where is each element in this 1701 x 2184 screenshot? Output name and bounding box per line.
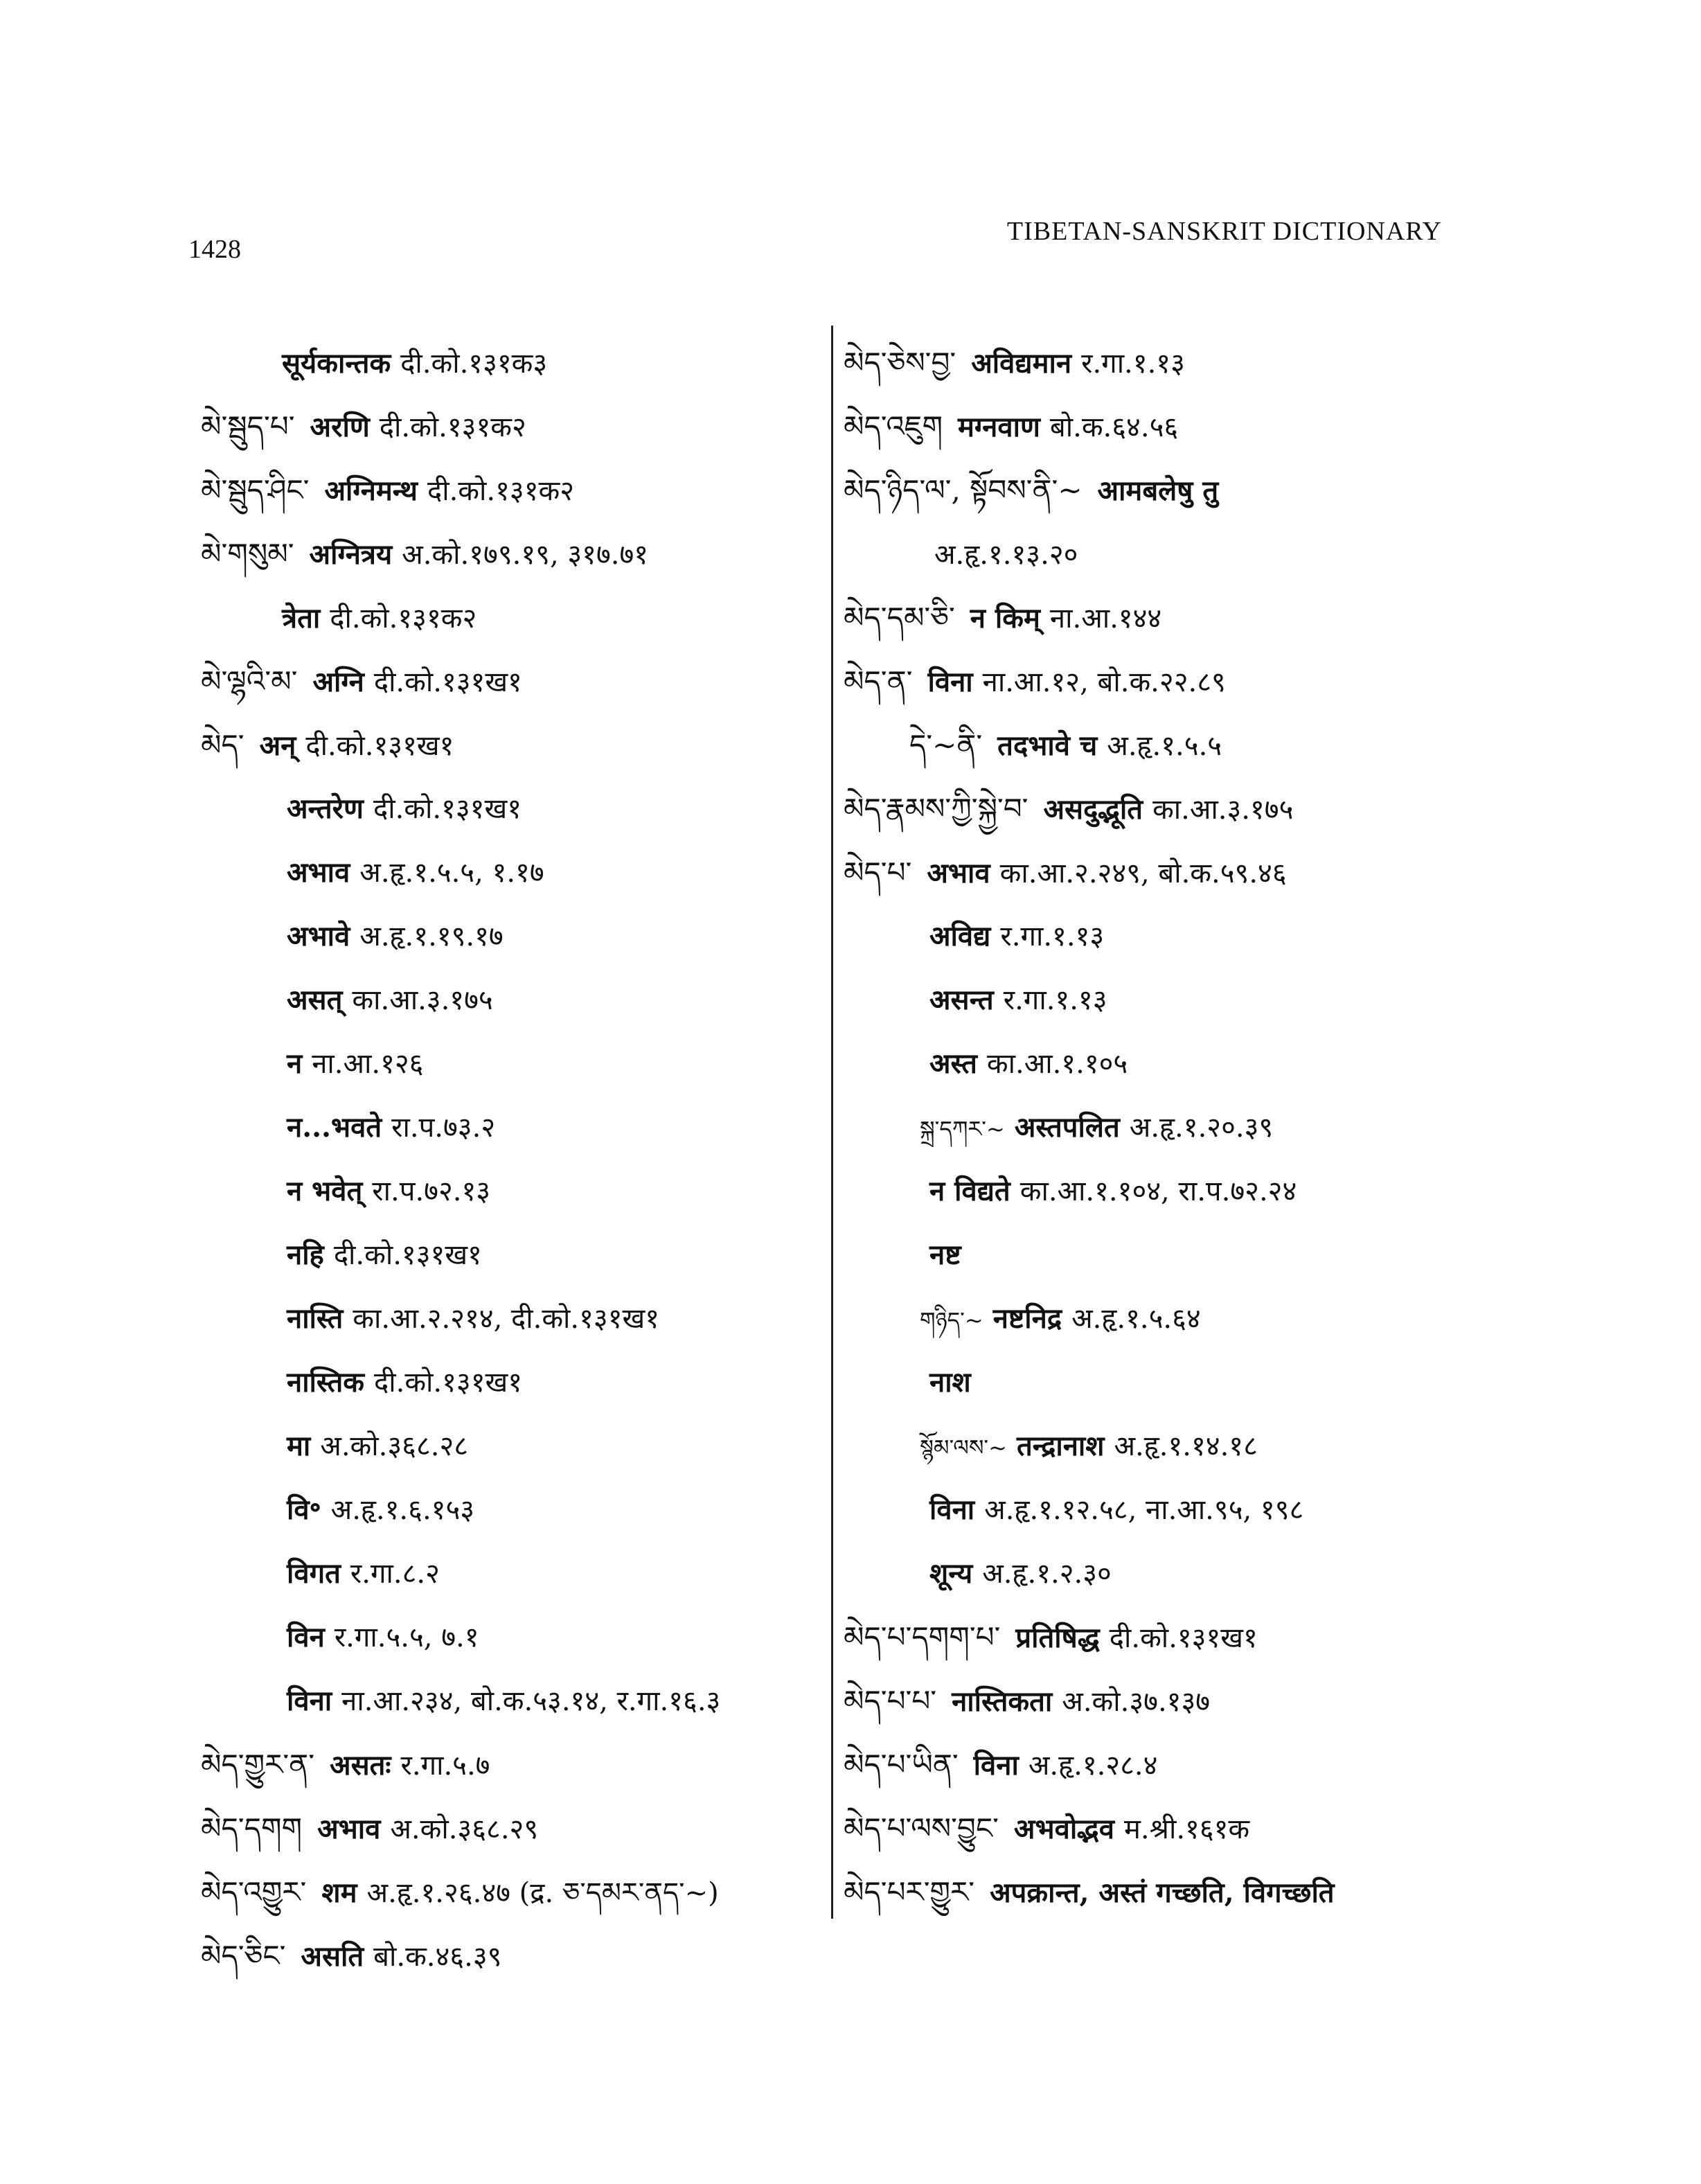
tibetan-term: མེ་གསུམ་ [201, 537, 294, 571]
source-reference: दी.को.१३१ख१ [1109, 1622, 1258, 1654]
source-reference: अ.हृ.१.५.५, १.१७ [359, 857, 544, 889]
tibetan-term: མེད་འགྱུར་ [201, 1875, 307, 1909]
sanskrit-equivalent: अभवोद्भव [1013, 1813, 1114, 1845]
dictionary-entry [201, 1096, 824, 1160]
source-reference: का.आ.३.१७५ [352, 984, 493, 1016]
sanskrit-equivalent: अस्त [929, 1047, 977, 1080]
left-column [201, 331, 824, 1988]
source-reference: अ.हृ.१.५.५ [1107, 730, 1222, 762]
dictionary-entry [201, 522, 824, 586]
dictionary-entry [201, 841, 824, 905]
dictionary-entry [201, 1542, 824, 1606]
dictionary-entry [844, 1669, 1536, 1733]
sanskrit-equivalent: अस्तपलित [1014, 1111, 1120, 1144]
sanskrit-equivalent: न...भवते [287, 1111, 382, 1144]
source-reference: दी.को.१३१क२ [330, 603, 477, 634]
tibetan-term: མེད་རྣམས་ཀྱི་སྐྱེ་བ་ [844, 792, 1028, 826]
sanskrit-equivalent: नास्ति [287, 1302, 344, 1335]
dictionary-entry [844, 905, 1536, 968]
dictionary-entry [201, 650, 824, 713]
source-reference: अ.को.३६८.२८ [320, 1430, 469, 1462]
source-reference: र.गा.५.७ [400, 1750, 490, 1782]
source-reference: का.आ.१.१०५ [986, 1048, 1128, 1080]
dictionary-entry [844, 968, 1536, 1032]
source-reference: ना.आ.१४४ [1049, 603, 1162, 634]
running-header: TIBETAN-SANSKRIT DICTIONARY [1006, 217, 1442, 246]
source-reference: दी.को.१३१ख१ [373, 793, 522, 825]
source-reference: र.गा.५.५, ७.१ [334, 1622, 479, 1653]
dictionary-entry [201, 1032, 824, 1096]
source-reference: ना.आ.२३४, बो.क.५३.१४, र.गा.१६.३ [341, 1685, 721, 1717]
dictionary-entry [201, 1287, 824, 1351]
dictionary-entry [844, 1797, 1536, 1861]
sanskrit-equivalent: असत् [287, 984, 343, 1016]
dictionary-entry [201, 459, 824, 522]
sanskrit-equivalent: विना [973, 1749, 1019, 1782]
sanskrit-equivalent: न विद्यते [929, 1175, 1010, 1207]
source-reference: रा.प.७३.२ [391, 1112, 496, 1144]
sanskrit-equivalent: नष्ट [929, 1239, 961, 1271]
tibetan-term: མེ་སྦུད་ཤིང་ [201, 473, 310, 507]
source-reference: र.गा.८.२ [350, 1558, 440, 1590]
tibetan-term: མེད་པ་པ་ [844, 1684, 937, 1718]
tibetan-term: མེད་ཉིད་ལ་, སྟོབས་ནི་~ [844, 473, 1083, 507]
tibetan-term: གཉིད་~ [920, 1307, 983, 1333]
sanskrit-equivalent: नास्तिक [287, 1366, 364, 1399]
source-reference: दी.को.१३१क३ [400, 348, 548, 380]
tibetan-term: སྙོམ་ལས་~ [920, 1435, 1007, 1461]
sanskrit-equivalent: विना [287, 1685, 332, 1717]
dictionary-entry [844, 1478, 1536, 1542]
dictionary-entry [844, 1287, 1536, 1351]
dictionary-entry [201, 1223, 824, 1287]
source-reference: का.आ.२.२१४, दी.को.१३१ख१ [353, 1303, 660, 1335]
sanskrit-equivalent: अभाव [927, 857, 990, 889]
sanskrit-equivalent: असति [301, 1940, 364, 1973]
dictionary-entry [201, 1861, 824, 1924]
sanskrit-equivalent: अग्नि [312, 666, 364, 698]
tibetan-term: མེད་གྱུར་ན་ [201, 1748, 315, 1782]
dictionary-entry [201, 1414, 824, 1478]
sanskrit-equivalent: अविद्यमान [971, 347, 1072, 380]
dictionary-entry [844, 1733, 1536, 1797]
sanskrit-equivalent: अभाव [287, 856, 350, 889]
tibetan-term: མེ་སྦུད་པ་ [201, 409, 295, 443]
sanskrit-equivalent: वि॰ [287, 1493, 321, 1526]
source-reference: का.आ.२.२४९, बो.क.५९.४६ [999, 858, 1287, 889]
dictionary-entry [844, 1414, 1536, 1478]
sanskrit-equivalent: विन [287, 1621, 325, 1653]
source-reference: र.गा.१.१३ [1003, 984, 1107, 1016]
source-reference: अ.हृ.१.१३.२० [934, 539, 1078, 571]
dictionary-entry [844, 459, 1536, 522]
dictionary-entry [201, 331, 824, 395]
source-reference: अ.हृ.१.२.३० [982, 1558, 1112, 1590]
sanskrit-equivalent: अविद्य [929, 920, 991, 952]
dictionary-entry [201, 395, 824, 459]
source-reference: अ.को.३७.१३७ [1062, 1686, 1211, 1718]
source-reference: अ.हृ.१.२०.३९ [1129, 1112, 1274, 1144]
tibetan-term: མེད་ཅེས་བྱ་ [844, 346, 956, 380]
source-reference: दी.को.१३१क२ [427, 475, 575, 507]
sanskrit-equivalent: न भवेत् [287, 1175, 363, 1207]
tibetan-term: མེད་ཅིང་ [201, 1939, 286, 1973]
source-reference: अ.हृ.१.६.१५३ [330, 1494, 475, 1526]
dictionary-entry [844, 1351, 1536, 1414]
source-reference: अ.हृ.१.२६.४७ (द्र. ཅ་དམར་ནད་~) [366, 1877, 719, 1909]
dictionary-entry [844, 1542, 1536, 1606]
dictionary-entry [201, 968, 824, 1032]
sanskrit-equivalent: मा [287, 1430, 311, 1462]
dictionary-entry [844, 395, 1536, 459]
source-reference: ना.आ.१२, बो.क.२२.८९ [982, 666, 1226, 698]
column-divider [831, 326, 833, 1919]
sanskrit-equivalent: नाश [929, 1366, 971, 1399]
tibetan-term: མེད་པ་ [844, 855, 912, 889]
dictionary-entry [844, 1032, 1536, 1096]
sanskrit-equivalent: मग्नवाण [958, 411, 1040, 443]
sanskrit-equivalent: अग्नित्रय [309, 538, 393, 571]
dictionary-entry [201, 777, 824, 841]
source-reference: र.गा.१.१३ [1000, 921, 1105, 952]
source-reference: र.गा.१.१३ [1081, 348, 1185, 380]
tibetan-term: མེད་པ་ལས་བྱུང་ [844, 1811, 999, 1845]
sanskrit-equivalent: असतः [330, 1749, 391, 1782]
tibetan-term: མེད་དམ་ཅི་ [844, 601, 955, 634]
sanskrit-equivalent: नहि [287, 1239, 324, 1271]
sanskrit-equivalent: शम [321, 1876, 357, 1909]
dictionary-entry [201, 1924, 824, 1988]
source-reference: ना.आ.१२६ [312, 1048, 424, 1080]
sanskrit-equivalent: नास्तिकता [952, 1685, 1053, 1718]
source-reference: म.श्री.१६१क [1124, 1813, 1250, 1845]
dictionary-entry [844, 1606, 1536, 1669]
dictionary-entry [844, 586, 1536, 650]
dictionary-entry [844, 1160, 1536, 1223]
dictionary-entry [844, 713, 1536, 777]
sanskrit-equivalent: विना [927, 666, 973, 698]
sanskrit-equivalent: असदुद्भूति [1043, 793, 1143, 826]
sanskrit-equivalent: न [287, 1047, 303, 1080]
tibetan-term: མེད་པ་ཡིན་ [844, 1748, 959, 1782]
dictionary-entry [201, 1351, 824, 1414]
source-reference: अ.को.१७९.१९, ३१७.७१ [402, 539, 649, 571]
sanskrit-equivalent: अभावे [287, 920, 350, 952]
dictionary-entry [201, 1669, 824, 1733]
sanskrit-equivalent: त्रेता [282, 602, 321, 634]
dictionary-entry [844, 650, 1536, 713]
sanskrit-equivalent: अन् [259, 729, 296, 762]
dictionary-entry [201, 1160, 824, 1223]
dictionary-entry [201, 905, 824, 968]
sanskrit-equivalent: विगत [287, 1557, 341, 1590]
source-reference: अ.हृ.१.१४.१८ [1114, 1430, 1258, 1462]
dictionary-entry [201, 586, 824, 650]
source-reference: अ.हृ.१.२८.४ [1028, 1750, 1158, 1782]
sanskrit-equivalent: अभाव [317, 1813, 381, 1845]
dictionary-entry [844, 331, 1536, 395]
sanskrit-equivalent: तदभावे च [997, 729, 1098, 762]
dictionary-entry [844, 841, 1536, 905]
dictionary-entry [201, 1478, 824, 1542]
tibetan-term: མེད་ [201, 728, 244, 762]
source-reference: अ.हृ.१.१९.१७ [359, 921, 504, 952]
dictionary-entry [844, 777, 1536, 841]
source-reference: दी.को.१३१क२ [379, 411, 526, 443]
source-reference: रा.प.७२.१३ [372, 1175, 491, 1207]
dictionary-entry [201, 1797, 824, 1861]
sanskrit-equivalent: अरणि [310, 411, 370, 443]
tibetan-term: མེད་འཇུག [844, 409, 943, 443]
dictionary-entry [201, 1733, 824, 1797]
tibetan-term: མེད་པར་གྱུར་ [844, 1875, 975, 1909]
sanskrit-equivalent: न किम् [970, 602, 1040, 634]
sanskrit-equivalent: सूर्यकान्तक [282, 347, 391, 380]
source-reference: अ.हृ.१.१२.५८, ना.आ.९५, १९८ [984, 1494, 1304, 1526]
dictionary-entry [844, 1096, 1536, 1160]
source-reference: का.आ.३.१७५ [1152, 794, 1294, 826]
dictionary-entry [844, 1861, 1536, 1924]
right-column [844, 331, 1536, 1924]
sanskrit-equivalent: अपक्रान्त, अस्तं गच्छति, विगच्छति [990, 1876, 1335, 1909]
source-reference: दी.को.१३१ख१ [374, 1367, 523, 1399]
source-reference: बो.क.४६.३९ [373, 1941, 502, 1973]
tibetan-term: སྐྲ་དཀར་~ [920, 1116, 1005, 1142]
source-reference: दी.को.१३१ख१ [373, 666, 522, 698]
sanskrit-equivalent: विना [929, 1493, 975, 1526]
dictionary-entry [844, 522, 1536, 586]
page-number: 1428 [188, 235, 241, 264]
source-reference: का.आ.१.१०४, रा.प.७२.२४ [1019, 1175, 1297, 1207]
tibetan-term: མེད་དགག [201, 1811, 303, 1845]
tibetan-term: མེད་པ་དགག་པ་ [844, 1620, 1001, 1654]
sanskrit-equivalent: अग्निमन्थ [324, 474, 418, 507]
dictionary-entry [201, 1606, 824, 1669]
tibetan-term: མེད་ན་ [844, 664, 913, 698]
source-reference: अ.हृ.१.५.६४ [1071, 1303, 1201, 1335]
dictionary-entry [844, 1223, 1536, 1287]
sanskrit-equivalent: तन्द्रानाश [1016, 1430, 1105, 1462]
source-reference: बो.क.६४.५६ [1049, 411, 1179, 443]
tibetan-term: མེ་ལྷའི་མ་ [201, 664, 298, 698]
sanskrit-equivalent: नष्टनिद्र [992, 1302, 1062, 1335]
source-reference: दी.को.१३१ख१ [333, 1239, 482, 1271]
source-reference: अ.को.३६८.२९ [390, 1813, 539, 1845]
dictionary-entry [201, 713, 824, 777]
sanskrit-equivalent: प्रतिषिद्ध [1015, 1622, 1100, 1654]
tibetan-term: དེ་~ནི་ [909, 728, 983, 762]
source-reference: दी.को.१३१ख१ [305, 730, 454, 762]
sanskrit-equivalent: असन्त [929, 984, 994, 1016]
sanskrit-equivalent: शून्य [929, 1557, 973, 1590]
sanskrit-equivalent: अन्तरेण [287, 792, 364, 825]
sanskrit-equivalent: आमबलेषु तु [1097, 474, 1219, 507]
